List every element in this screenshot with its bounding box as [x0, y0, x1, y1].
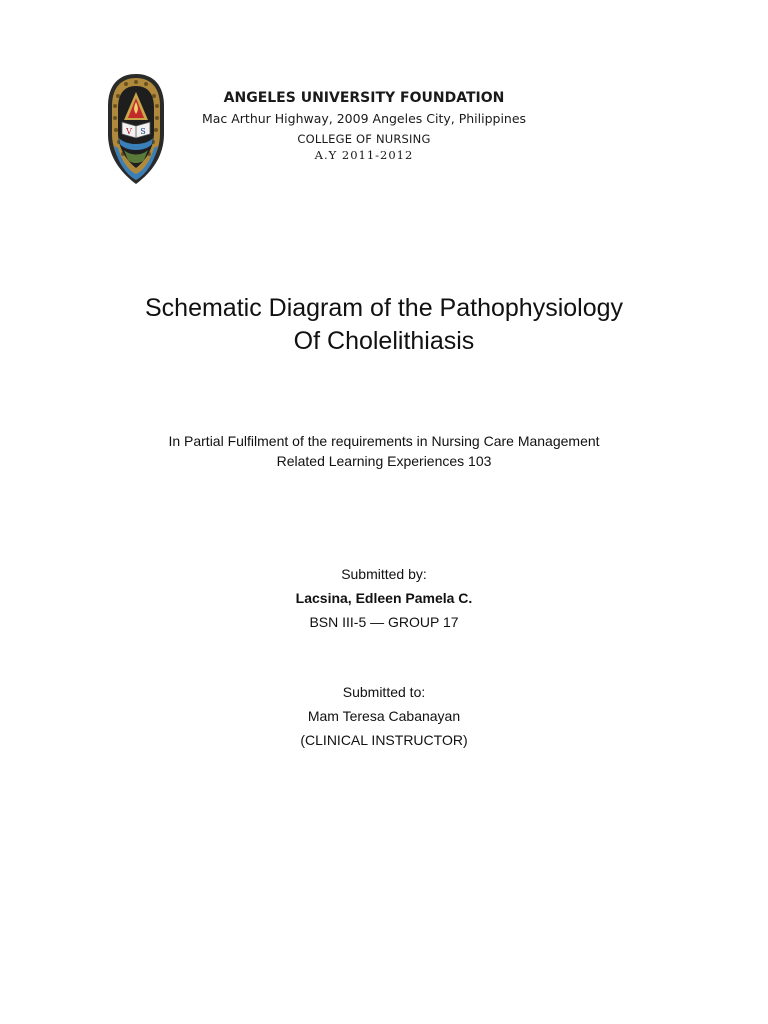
title-line-2: Of Cholelithiasis — [293, 327, 475, 355]
svg-text:V: V — [126, 127, 132, 136]
fulfilment-line-2: Related Learning Experiences 103 — [276, 453, 492, 469]
student-name: Lacsina, Edleen Pamela C. — [295, 590, 473, 606]
instructor-role: (CLINICAL INSTRUCTOR) — [300, 732, 468, 748]
submitted-by-label: Submitted by: — [341, 566, 427, 582]
fulfilment-line-1: In Partial Fulfilment of the requirements in Nursing Care Management — [168, 433, 600, 449]
institution-name: ANGELES UNIVERSITY FOUNDATION — [223, 90, 505, 106]
svg-text:S: S — [140, 127, 146, 136]
submitted-to-label: Submitted to: — [342, 684, 426, 700]
instructor-name: Mam Teresa Cabanayan — [307, 708, 461, 724]
document-title — [0, 292, 768, 358]
academic-year: A.Y 2011-2012 — [314, 148, 414, 162]
submitted-by-block — [0, 562, 768, 634]
student-section: BSN III-5 — GROUP 17 — [309, 614, 459, 630]
submitted-to-block — [0, 680, 768, 752]
college-name: COLLEGE OF NURSING — [297, 132, 431, 146]
fulfilment-statement — [0, 431, 768, 471]
institution-address: Mac Arthur Highway, 2009 Angeles City, Philippines — [201, 111, 527, 126]
title-line-1: Schematic Diagram of the Pathophysiology — [144, 294, 624, 322]
